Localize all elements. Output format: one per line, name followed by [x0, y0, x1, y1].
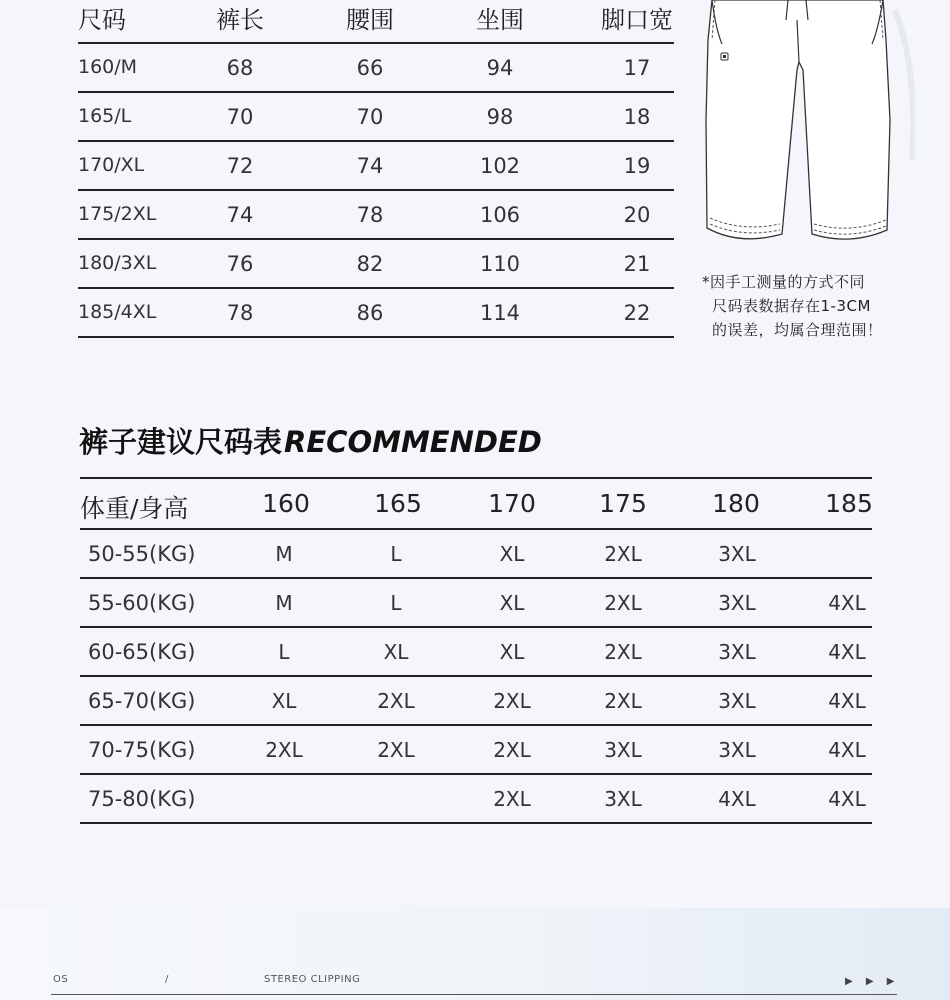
arrow-icons: ▶ ▶ ▶: [845, 976, 900, 987]
recommended-size-cell: 2XL: [493, 787, 531, 811]
header-height-175: 175: [599, 489, 647, 518]
size-table: [78, 0, 674, 338]
recommended-size-cell: 4XL: [828, 640, 866, 664]
note-line-3: 的误差，均属合理范围！: [712, 321, 883, 339]
measurement-cell: 98: [486, 105, 514, 129]
measurement-cell: 74: [356, 154, 384, 178]
header-hem-width: 脚口宽: [601, 6, 673, 34]
recommended-size-cell: XL: [383, 640, 409, 664]
recommended-size-cell: 3XL: [604, 787, 642, 811]
measurement-cell: 21: [623, 252, 651, 276]
recommended-size-cell: 2XL: [493, 738, 531, 762]
header-height-165: 165: [374, 489, 422, 518]
size-label-cell: 180/3XL: [78, 252, 157, 274]
measurement-cell: 66: [356, 56, 384, 80]
recommended-size-cell: 4XL: [828, 689, 866, 713]
measurement-cell: 86: [356, 301, 384, 325]
weight-range-cell: 75-80(KG): [88, 787, 196, 811]
size-label-cell: 165/L: [78, 105, 132, 127]
recommended-size-cell: 2XL: [604, 591, 642, 615]
recommended-size-cell: L: [390, 542, 402, 566]
weight-range-cell: 65-70(KG): [88, 689, 196, 713]
recommended-table-row: [80, 628, 872, 677]
size-label-cell: 170/XL: [78, 154, 145, 176]
measurement-cell: 82: [356, 252, 384, 276]
measurement-cell: 74: [226, 203, 254, 227]
measurement-cell: 94: [486, 56, 514, 80]
recommended-size-cell: 3XL: [718, 542, 756, 566]
measurement-cell: 18: [623, 105, 651, 129]
recommended-size-cell: 4XL: [718, 787, 756, 811]
measurement-cell: 102: [479, 154, 521, 178]
recommended-size-cell: XL: [271, 689, 297, 713]
measurement-cell: 106: [479, 203, 521, 227]
weight-range-cell: 55-60(KG): [88, 591, 196, 615]
size-table-row: [78, 142, 674, 191]
measurement-cell: 110: [479, 252, 521, 276]
note-line-1: *因手工测量的方式不同: [702, 273, 866, 291]
bottom-divider: [51, 994, 897, 995]
size-table-row: [78, 44, 674, 93]
weight-range-cell: 50-55(KG): [88, 542, 196, 566]
size-table-row: [78, 289, 674, 338]
weight-range-cell: 70-75(KG): [88, 738, 196, 762]
recommended-size-cell: 2XL: [265, 738, 303, 762]
recommended-size-cell: M: [275, 591, 293, 615]
size-table-row: [78, 191, 674, 240]
measurement-cell: 78: [356, 203, 384, 227]
size-label-cell: 185/4XL: [78, 301, 157, 323]
measurement-cell: 76: [226, 252, 254, 276]
size-table-row: [78, 240, 674, 289]
recommended-size-cell: 3XL: [604, 738, 642, 762]
recommended-size-cell: 3XL: [718, 591, 756, 615]
measurement-note: [702, 270, 942, 342]
size-label-cell: 160/M: [78, 56, 138, 78]
pants-illustration-icon: [700, 0, 915, 250]
header-height-180: 180: [712, 489, 760, 518]
header-height-185: 185: [825, 489, 873, 518]
measurement-cell: 68: [226, 56, 254, 80]
size-label-cell: 175/2XL: [78, 203, 157, 225]
recommended-size-cell: 3XL: [718, 738, 756, 762]
size-table-header: [78, 0, 674, 44]
recommended-size-cell: M: [275, 542, 293, 566]
bottom-banner: [0, 908, 950, 1000]
measurement-cell: 17: [623, 56, 651, 80]
header-weight-height: 体重/身高: [80, 494, 189, 523]
header-hip: 坐围: [476, 6, 524, 34]
recommended-size-cell: XL: [499, 640, 525, 664]
header-height-170: 170: [488, 489, 536, 518]
recommended-size-cell: 2XL: [604, 542, 642, 566]
measurement-cell: 70: [356, 105, 384, 129]
recommended-table-row: [80, 775, 872, 824]
recommended-size-cell: 4XL: [828, 591, 866, 615]
recommended-size-cell: L: [278, 640, 290, 664]
recommended-size-cell: XL: [499, 591, 525, 615]
recommended-size-cell: 2XL: [604, 689, 642, 713]
measurement-cell: 72: [226, 154, 254, 178]
bottom-left-text: OS: [53, 974, 69, 985]
header-waist: 腰围: [346, 6, 394, 34]
measurement-cell: 20: [623, 203, 651, 227]
header-size: 尺码: [78, 6, 126, 34]
size-table-row: [78, 93, 674, 142]
recommended-size-cell: 2XL: [493, 689, 531, 713]
recommended-size-cell: 2XL: [377, 689, 415, 713]
recommended-size-table: [80, 477, 872, 824]
measurement-cell: 22: [623, 301, 651, 325]
measurement-cell: 70: [226, 105, 254, 129]
recommended-size-cell: 3XL: [718, 640, 756, 664]
recommended-size-cell: 3XL: [718, 689, 756, 713]
recommended-table-row: [80, 579, 872, 628]
measurement-cell: 19: [623, 154, 651, 178]
measurement-cell: 114: [479, 301, 521, 325]
header-height-160: 160: [262, 489, 310, 518]
recommended-size-cell: L: [390, 591, 402, 615]
note-line-2: 尺码表数据存在1-3CM: [712, 297, 871, 315]
recommended-title: [79, 420, 542, 461]
weight-range-cell: 60-65(KG): [88, 640, 196, 664]
recommended-size-cell: XL: [499, 542, 525, 566]
recommended-size-cell: 4XL: [828, 787, 866, 811]
recommended-table-row: [80, 726, 872, 775]
recommended-size-cell: 4XL: [828, 738, 866, 762]
recommended-table-header: [80, 479, 872, 530]
header-length: 裤长: [216, 6, 264, 34]
recommended-size-cell: 2XL: [377, 738, 415, 762]
bottom-slash: /: [165, 974, 169, 985]
recommended-title-cn: 裤子建议尺码表: [79, 425, 283, 459]
recommended-table-row: [80, 677, 872, 726]
measurement-cell: 78: [226, 301, 254, 325]
recommended-table-row: [80, 530, 872, 579]
bottom-mid-text: STEREO CLIPPING: [264, 974, 361, 985]
recommended-size-cell: 2XL: [604, 640, 642, 664]
recommended-title-en: RECOMMENDED: [284, 425, 542, 459]
